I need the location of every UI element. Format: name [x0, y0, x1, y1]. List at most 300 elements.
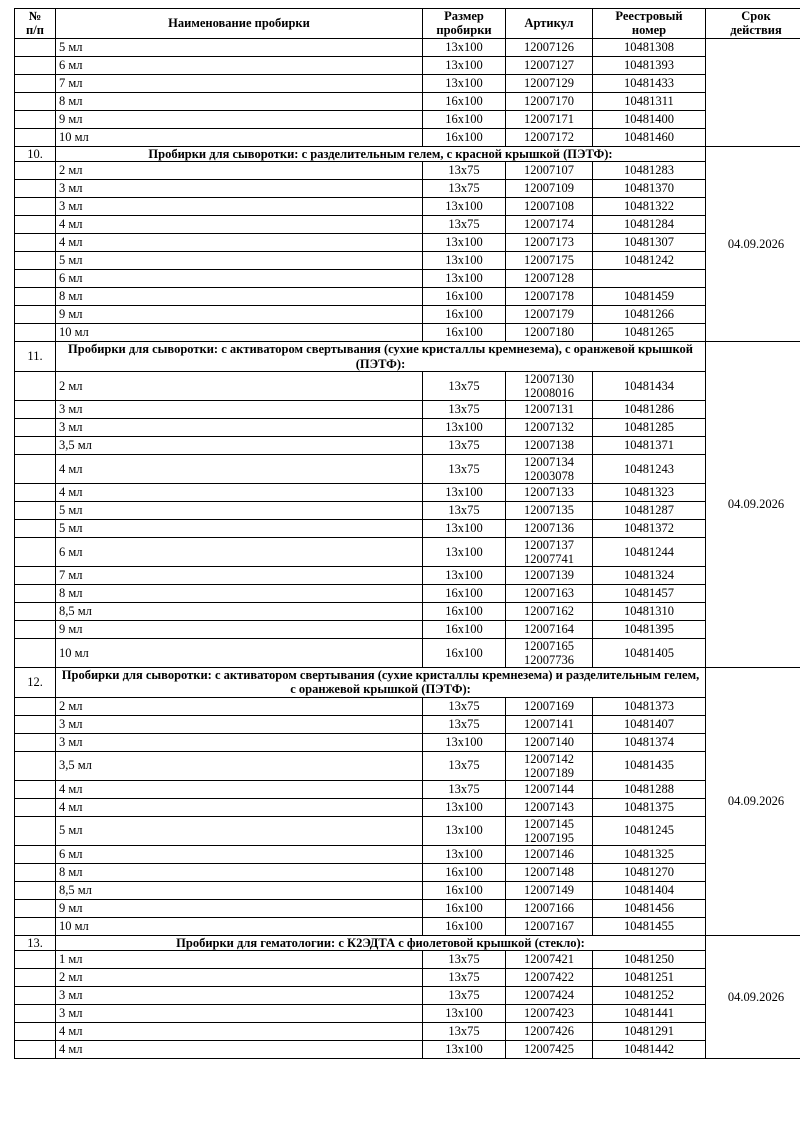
table-row: [15, 881, 800, 899]
tube-size-cell: 13х100: [423, 74, 506, 92]
table-row: [15, 234, 800, 252]
tube-article-cell: 12007166: [506, 899, 593, 917]
table-row: [15, 56, 800, 74]
tube-article-cell: 12007178: [506, 288, 593, 306]
tube-volume-cell: 8 мл: [56, 863, 423, 881]
table-row: [15, 306, 800, 324]
tube-registry-cell: 10481323: [593, 483, 706, 501]
tube-volume-cell: 3 мл: [56, 180, 423, 198]
table-row: [15, 1041, 800, 1059]
table-row: [15, 816, 800, 845]
tube-size-cell: 16х100: [423, 324, 506, 342]
table-row: [15, 252, 800, 270]
row-number-cell: [15, 917, 56, 935]
tube-article-cell: 12007149: [506, 881, 593, 899]
row-number-cell: [15, 270, 56, 288]
tube-registry-cell: 10481270: [593, 863, 706, 881]
table-body: [15, 38, 800, 1058]
tube-registry-cell: 10481287: [593, 501, 706, 519]
row-number-cell: [15, 638, 56, 667]
tube-size-cell: 13х100: [423, 483, 506, 501]
tube-article-cell: 12007135: [506, 501, 593, 519]
tube-volume-cell: 4 мл: [56, 454, 423, 483]
tube-article-cell: 12007133: [506, 483, 593, 501]
tube-article-cell: 12007107: [506, 162, 593, 180]
group-number: 10.: [15, 146, 56, 161]
tube-volume-cell: 4 мл: [56, 780, 423, 798]
table-row: [15, 128, 800, 146]
tube-volume-cell: 5 мл: [56, 252, 423, 270]
row-number-cell: [15, 987, 56, 1005]
tube-volume-cell: 10 мл: [56, 917, 423, 935]
tube-volume-cell: 9 мл: [56, 899, 423, 917]
tube-volume-cell: 10 мл: [56, 324, 423, 342]
table-row: [15, 38, 800, 56]
tube-article-cell: 12007422: [506, 969, 593, 987]
table-row: [15, 519, 800, 537]
tube-article-cell: 12007165 12007736: [506, 638, 593, 667]
tube-registry-cell: 10481441: [593, 1005, 706, 1023]
tube-volume-cell: 6 мл: [56, 270, 423, 288]
column-header-size: [423, 9, 506, 39]
tube-registry-cell: 10481244: [593, 537, 706, 566]
tube-article-cell: 12007143: [506, 798, 593, 816]
row-number-cell: [15, 234, 56, 252]
tube-article-cell: 12007167: [506, 917, 593, 935]
tube-article-cell: 12007132: [506, 418, 593, 436]
tube-registry-cell: [593, 270, 706, 288]
table-row: [15, 537, 800, 566]
tube-size-cell: 16х100: [423, 638, 506, 667]
row-number-cell: [15, 454, 56, 483]
tube-article-cell: 12007131: [506, 400, 593, 418]
tube-volume-cell: 4 мл: [56, 216, 423, 234]
tube-size-cell: 13х75: [423, 501, 506, 519]
tube-registry-cell: 10481393: [593, 56, 706, 74]
tube-article-cell: 12007134 12003078: [506, 454, 593, 483]
tube-registry-cell: 10481407: [593, 715, 706, 733]
tube-volume-cell: 4 мл: [56, 1023, 423, 1041]
table-row: [15, 198, 800, 216]
tube-size-cell: 13х100: [423, 733, 506, 751]
row-number-cell: [15, 733, 56, 751]
tube-volume-cell: 7 мл: [56, 566, 423, 584]
tube-article-cell: 12007174: [506, 216, 593, 234]
tube-registry-cell: 10481375: [593, 798, 706, 816]
tube-registry-cell: 10481288: [593, 780, 706, 798]
tube-volume-cell: 3 мл: [56, 418, 423, 436]
tube-size-cell: 13х75: [423, 780, 506, 798]
tube-registry-cell: 10481404: [593, 881, 706, 899]
tube-volume-cell: 5 мл: [56, 519, 423, 537]
tube-article-cell: 12007144: [506, 780, 593, 798]
row-number-cell: [15, 751, 56, 780]
tube-registry-cell: 10481370: [593, 180, 706, 198]
tube-article-cell: 12007169: [506, 697, 593, 715]
row-number-cell: [15, 483, 56, 501]
row-number-cell: [15, 899, 56, 917]
group-number: 11.: [15, 342, 56, 372]
group-title: Пробирки для сыворотки: с активатором свертывания (сухие кристаллы кремнезема) и разделительным гелем, с оранжевой крышкой (ПЭТФ):: [56, 667, 706, 697]
group-title: Пробирки для сыворотки: с активатором свертывания (сухие кристаллы кремнезема), с оранжевой крышкой (ПЭТФ):: [56, 342, 706, 372]
tube-size-cell: 16х100: [423, 917, 506, 935]
table-row: [15, 899, 800, 917]
tube-volume-cell: 4 мл: [56, 1041, 423, 1059]
tube-article-cell: 12007109: [506, 180, 593, 198]
tube-size-cell: 16х100: [423, 602, 506, 620]
tube-volume-cell: 4 мл: [56, 798, 423, 816]
table-row: [15, 951, 800, 969]
tube-article-cell: 12007142 12007189: [506, 751, 593, 780]
tube-size-cell: 13х100: [423, 1041, 506, 1059]
tube-registry-cell: 10481433: [593, 74, 706, 92]
row-number-cell: [15, 418, 56, 436]
table-row: [15, 436, 800, 454]
table-row: [15, 400, 800, 418]
tube-article-cell: 12007141: [506, 715, 593, 733]
tube-size-cell: 16х100: [423, 110, 506, 128]
group-header-row: [15, 935, 800, 950]
tube-volume-cell: 2 мл: [56, 697, 423, 715]
tube-registry-cell: 10481308: [593, 38, 706, 56]
table-row: [15, 162, 800, 180]
tube-registry-cell: 10481307: [593, 234, 706, 252]
tube-size-cell: 13х75: [423, 400, 506, 418]
tube-registry-cell: 10481400: [593, 110, 706, 128]
tube-size-cell: 13х100: [423, 252, 506, 270]
tube-size-cell: 13х100: [423, 270, 506, 288]
tube-article-cell: 12007162: [506, 602, 593, 620]
tube-registry-cell: 10481285: [593, 418, 706, 436]
tube-size-cell: 16х100: [423, 584, 506, 602]
table-row: [15, 92, 800, 110]
table-row: [15, 751, 800, 780]
tube-size-cell: 13х75: [423, 436, 506, 454]
tube-registry-cell: 10481311: [593, 92, 706, 110]
validity-date-cell: [706, 38, 800, 146]
column-header-registry-line1: Реестровый: [615, 9, 683, 23]
column-header-size-line1: Размер: [444, 9, 484, 23]
table-row: [15, 602, 800, 620]
table-row: [15, 180, 800, 198]
tube-size-cell: 16х100: [423, 306, 506, 324]
tube-volume-cell: 6 мл: [56, 537, 423, 566]
tube-volume-cell: 3 мл: [56, 733, 423, 751]
tube-registry-cell: 10481442: [593, 1041, 706, 1059]
table-row: [15, 780, 800, 798]
tube-volume-cell: 8 мл: [56, 288, 423, 306]
row-number-cell: [15, 798, 56, 816]
row-number-cell: [15, 1023, 56, 1041]
tube-volume-cell: 9 мл: [56, 620, 423, 638]
tube-size-cell: 13х100: [423, 816, 506, 845]
group-number: 12.: [15, 667, 56, 697]
group-number: 13.: [15, 935, 56, 950]
tube-article-cell: 12007426: [506, 1023, 593, 1041]
tube-volume-cell: 3,5 мл: [56, 751, 423, 780]
table-row: [15, 798, 800, 816]
row-number-cell: [15, 715, 56, 733]
row-number-cell: [15, 566, 56, 584]
tube-size-cell: 13х100: [423, 798, 506, 816]
row-number-cell: [15, 216, 56, 234]
tube-volume-cell: 8 мл: [56, 92, 423, 110]
tube-size-cell: 13х75: [423, 987, 506, 1005]
table-row: [15, 454, 800, 483]
tube-volume-cell: 9 мл: [56, 110, 423, 128]
tube-size-cell: 16х100: [423, 881, 506, 899]
tube-size-cell: 16х100: [423, 288, 506, 306]
tube-volume-cell: 10 мл: [56, 128, 423, 146]
tube-registry-cell: 10481245: [593, 816, 706, 845]
tube-size-cell: 13х100: [423, 198, 506, 216]
tube-size-cell: 13х100: [423, 38, 506, 56]
tube-registry-cell: 10481242: [593, 252, 706, 270]
row-number-cell: [15, 252, 56, 270]
tube-article-cell: 12007129: [506, 74, 593, 92]
row-number-cell: [15, 1005, 56, 1023]
tube-volume-cell: 10 мл: [56, 638, 423, 667]
tube-registry-cell: 10481395: [593, 620, 706, 638]
column-header-number-line2: п/п: [26, 23, 44, 38]
row-number-cell: [15, 1041, 56, 1059]
row-number-cell: [15, 38, 56, 56]
row-number-cell: [15, 92, 56, 110]
validity-date-cell: 04.09.2026: [706, 667, 800, 935]
tube-size-cell: 13х100: [423, 1005, 506, 1023]
table-row: [15, 566, 800, 584]
tube-volume-cell: 1 мл: [56, 951, 423, 969]
table-row: [15, 418, 800, 436]
tube-size-cell: 13х100: [423, 56, 506, 74]
group-header-row: [15, 667, 800, 697]
tube-registry-cell: 10481457: [593, 584, 706, 602]
tube-registry-cell: 10481284: [593, 216, 706, 234]
column-header-term-line2: действия: [730, 23, 782, 38]
row-number-cell: [15, 697, 56, 715]
column-header-term: [706, 9, 800, 39]
column-header-number: [15, 9, 56, 39]
tube-size-cell: 13х75: [423, 1023, 506, 1041]
table-row: [15, 483, 800, 501]
tube-article-cell: 12007126: [506, 38, 593, 56]
tube-registry-cell: 10481251: [593, 969, 706, 987]
tube-volume-cell: 3 мл: [56, 1005, 423, 1023]
tube-volume-cell: 2 мл: [56, 969, 423, 987]
tube-registry-cell: 10481372: [593, 519, 706, 537]
tube-article-cell: 12007173: [506, 234, 593, 252]
row-number-cell: [15, 198, 56, 216]
tube-article-cell: 12007108: [506, 198, 593, 216]
table-row: [15, 584, 800, 602]
tube-volume-cell: 8,5 мл: [56, 881, 423, 899]
tube-size-cell: 16х100: [423, 620, 506, 638]
tube-article-cell: 12007170: [506, 92, 593, 110]
tube-registry-cell: 10481286: [593, 400, 706, 418]
tube-registry-cell: 10481291: [593, 1023, 706, 1041]
tube-size-cell: 16х100: [423, 128, 506, 146]
tube-registry-cell: 10481374: [593, 733, 706, 751]
tube-size-cell: 13х75: [423, 697, 506, 715]
tube-registry-cell: 10481371: [593, 436, 706, 454]
row-number-cell: [15, 845, 56, 863]
column-header-term-line1: Срок: [741, 9, 771, 23]
table-row: [15, 697, 800, 715]
row-number-cell: [15, 74, 56, 92]
row-number-cell: [15, 501, 56, 519]
tube-article-cell: 12007128: [506, 270, 593, 288]
tube-volume-cell: 3 мл: [56, 198, 423, 216]
row-number-cell: [15, 306, 56, 324]
tube-volume-cell: 2 мл: [56, 162, 423, 180]
column-header-registry: [593, 9, 706, 39]
tube-registry-table: [14, 8, 800, 1059]
tube-article-cell: 12007172: [506, 128, 593, 146]
tube-size-cell: 13х75: [423, 216, 506, 234]
table-header: [15, 9, 800, 39]
tube-size-cell: 13х75: [423, 371, 506, 400]
row-number-cell: [15, 969, 56, 987]
table-row: [15, 270, 800, 288]
tube-volume-cell: 5 мл: [56, 38, 423, 56]
tube-size-cell: 13х75: [423, 454, 506, 483]
tube-volume-cell: 4 мл: [56, 234, 423, 252]
row-number-cell: [15, 110, 56, 128]
table-row: [15, 987, 800, 1005]
tube-size-cell: 13х100: [423, 537, 506, 566]
group-header-row: [15, 146, 800, 161]
tube-registry-cell: 10481283: [593, 162, 706, 180]
validity-date-cell: 04.09.2026: [706, 935, 800, 1058]
row-number-cell: [15, 863, 56, 881]
tube-article-cell: 12007127: [506, 56, 593, 74]
tube-size-cell: 13х100: [423, 418, 506, 436]
group-title: Пробирки для сыворотки: с разделительным гелем, с красной крышкой (ПЭТФ):: [56, 146, 706, 161]
tube-size-cell: 13х75: [423, 180, 506, 198]
tube-registry-cell: 10481456: [593, 899, 706, 917]
table-row: [15, 110, 800, 128]
validity-date-cell: 04.09.2026: [706, 342, 800, 668]
table-row: [15, 715, 800, 733]
tube-article-cell: 12007130 12008016: [506, 371, 593, 400]
tube-registry-cell: 10481405: [593, 638, 706, 667]
table-row: [15, 917, 800, 935]
table-row: [15, 1005, 800, 1023]
group-header-row: [15, 342, 800, 372]
tube-article-cell: 12007137 12007741: [506, 537, 593, 566]
row-number-cell: [15, 519, 56, 537]
table-row: [15, 969, 800, 987]
row-number-cell: [15, 288, 56, 306]
validity-date-cell: 04.09.2026: [706, 146, 800, 341]
row-number-cell: [15, 371, 56, 400]
column-header-name: Наименование пробирки: [56, 9, 423, 39]
tube-article-cell: 12007421: [506, 951, 593, 969]
tube-size-cell: 13х100: [423, 845, 506, 863]
tube-registry-cell: 10481322: [593, 198, 706, 216]
tube-article-cell: 12007171: [506, 110, 593, 128]
tube-size-cell: 13х75: [423, 751, 506, 780]
tube-size-cell: 13х75: [423, 951, 506, 969]
tube-size-cell: 13х100: [423, 519, 506, 537]
row-number-cell: [15, 128, 56, 146]
tube-size-cell: 13х75: [423, 162, 506, 180]
table-row: [15, 288, 800, 306]
tube-volume-cell: 3 мл: [56, 400, 423, 418]
table-row: [15, 324, 800, 342]
tube-size-cell: 13х75: [423, 715, 506, 733]
tube-volume-cell: 9 мл: [56, 306, 423, 324]
tube-volume-cell: 3 мл: [56, 715, 423, 733]
table-row: [15, 845, 800, 863]
row-number-cell: [15, 56, 56, 74]
table-row: [15, 638, 800, 667]
tube-registry-cell: 10481250: [593, 951, 706, 969]
table-row: [15, 863, 800, 881]
tube-volume-cell: 6 мл: [56, 56, 423, 74]
tube-registry-cell: 10481459: [593, 288, 706, 306]
tube-article-cell: 12007138: [506, 436, 593, 454]
tube-size-cell: 16х100: [423, 899, 506, 917]
column-header-number-line1: №: [28, 9, 42, 23]
table-row: [15, 733, 800, 751]
table-row: [15, 620, 800, 638]
tube-article-cell: 12007424: [506, 987, 593, 1005]
tube-registry-cell: 10481434: [593, 371, 706, 400]
tube-volume-cell: 5 мл: [56, 816, 423, 845]
tube-article-cell: 12007425: [506, 1041, 593, 1059]
tube-volume-cell: 3 мл: [56, 987, 423, 1005]
table-row: [15, 501, 800, 519]
row-number-cell: [15, 436, 56, 454]
tube-article-cell: 12007139: [506, 566, 593, 584]
tube-article-cell: 12007136: [506, 519, 593, 537]
tube-article-cell: 12007163: [506, 584, 593, 602]
tube-volume-cell: 2 мл: [56, 371, 423, 400]
tube-size-cell: 16х100: [423, 92, 506, 110]
tube-registry-cell: 10481266: [593, 306, 706, 324]
row-number-cell: [15, 584, 56, 602]
tube-article-cell: 12007148: [506, 863, 593, 881]
column-header-size-line2: пробирки: [436, 23, 492, 38]
tube-registry-cell: 10481325: [593, 845, 706, 863]
tube-registry-cell: 10481435: [593, 751, 706, 780]
row-number-cell: [15, 324, 56, 342]
tube-registry-cell: 10481252: [593, 987, 706, 1005]
tube-article-cell: 12007145 12007195: [506, 816, 593, 845]
group-title: Пробирки для гематологии: с К2ЭДТА с фиолетовой крышкой (стекло):: [56, 935, 706, 950]
tube-article-cell: 12007164: [506, 620, 593, 638]
tube-volume-cell: 5 мл: [56, 501, 423, 519]
table-header-row: [15, 9, 800, 39]
row-number-cell: [15, 951, 56, 969]
tube-volume-cell: 8,5 мл: [56, 602, 423, 620]
tube-volume-cell: 8 мл: [56, 584, 423, 602]
table-row: [15, 74, 800, 92]
row-number-cell: [15, 537, 56, 566]
tube-article-cell: 12007180: [506, 324, 593, 342]
tube-article-cell: 12007146: [506, 845, 593, 863]
tube-registry-cell: 10481310: [593, 602, 706, 620]
tube-size-cell: 13х75: [423, 969, 506, 987]
tube-article-cell: 12007140: [506, 733, 593, 751]
tube-registry-cell: 10481373: [593, 697, 706, 715]
tube-registry-cell: 10481460: [593, 128, 706, 146]
tube-registry-cell: 10481324: [593, 566, 706, 584]
tube-registry-cell: 10481243: [593, 454, 706, 483]
tube-registry-cell: 10481265: [593, 324, 706, 342]
tube-registry-cell: 10481455: [593, 917, 706, 935]
